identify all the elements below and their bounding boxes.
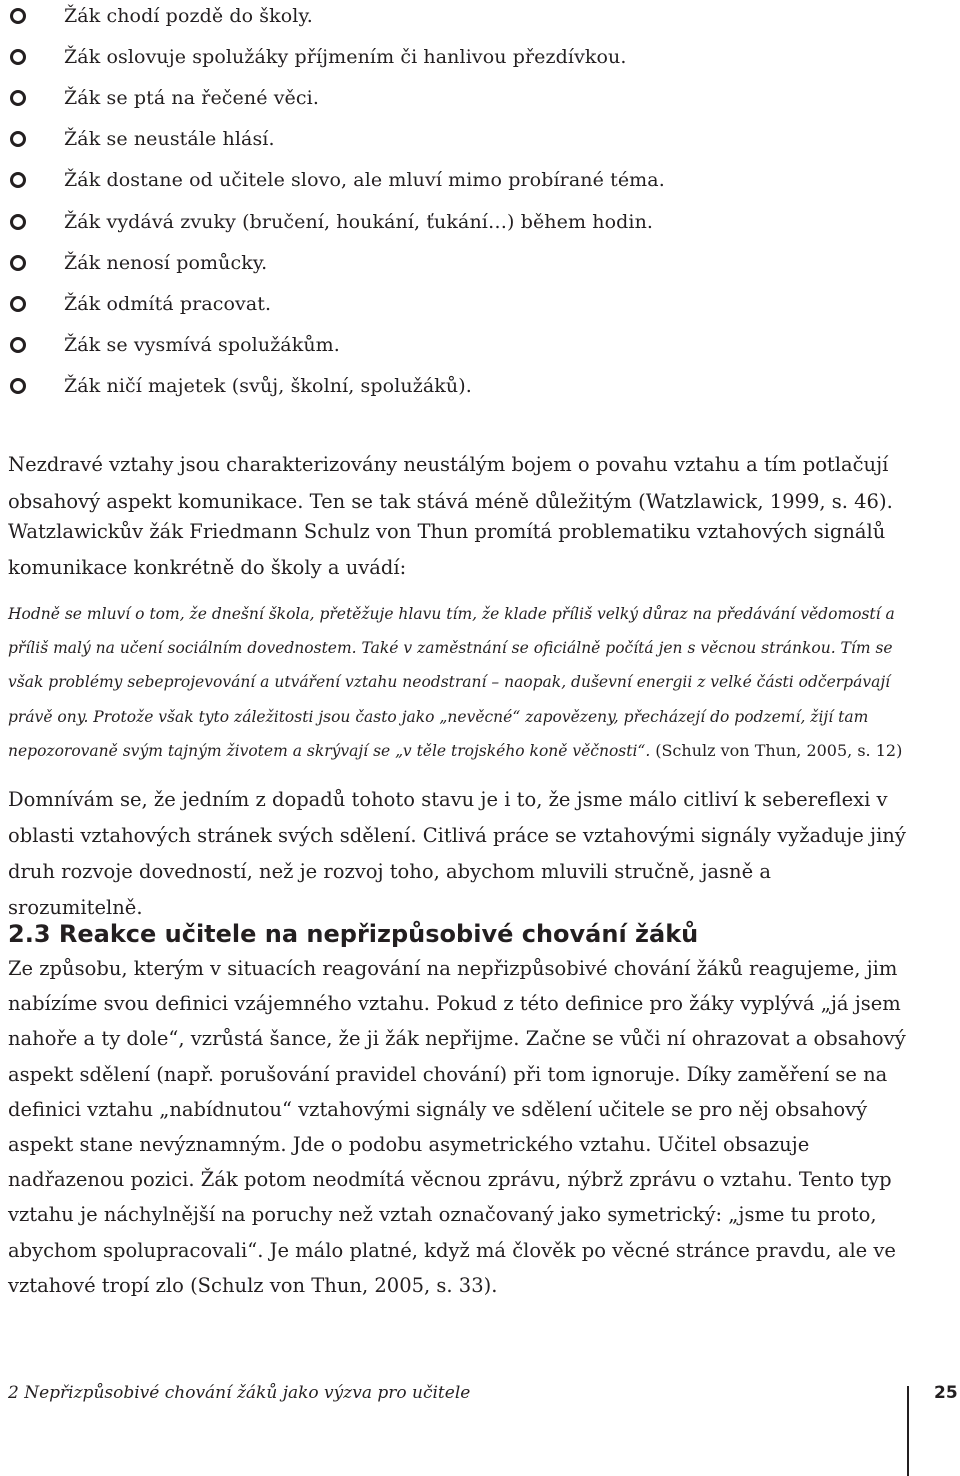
footer-divider — [907, 1386, 909, 1476]
list-item — [0, 119, 940, 159]
block-quote — [8, 597, 913, 768]
section-heading: 2.3 Reakce učitele na nepřizpůsobivé chování žáků — [8, 920, 699, 948]
circle-bullet-icon — [10, 90, 26, 106]
list-item-text: Žák se neustále hlásí. — [64, 128, 275, 150]
circle-bullet-icon — [10, 8, 26, 24]
list-item-text: Žák nenosí pomůcky. — [64, 252, 268, 274]
quote-citation: (Schulz von Thun, 2005, s. 12) — [655, 740, 903, 760]
list-item — [0, 325, 940, 365]
paragraph-unhealthy-relationships: Nezdravé vztahy jsou charakterizovány neustálým bojem o povahu vztahu a tím potlačují obsahový aspekt komunikace. Ten se tak stává méně důležitým (Watzlawick, 1999, s. 46). — [8, 453, 893, 513]
paragraph-teacher-reaction: Ze způsobu, kterým v situacích reagování na nepřizpůsobivé chování žáků reagujeme, jim nabízíme svou definici vzájemného vztahu. Pokud z této definice pro žáky vyplývá „já jsem nahoře a ty dole“, vzrůstá šance, že ji žák nepřijme. Začne se vůči ní ohrazovat a obsahový aspekt sdělení (např. porušování pravidel chování) při tom ignoruje. Díky zaměření se na definici vztahu „nabídnutou“ vztahovými signály ve sdělení učitele se pro něj obsahový aspekt stane nevýznamným. Jde o podobu asymetrického vztahu. Učitel obsazuje nadřazenou pozici. Žák potom neodmítá věcnou zprávu, nýbrž zprávu o vztahu. Tento typ vztahu je náchylnější na poruchy než vztah označovaný jako symetrický: „jsme tu proto, abychom spolupracovali“. Je málo platné, když má člověk po věcné stránce pravdu, ale ve vztahové tropí zlo (Schulz von Thun, 2005, s. 33). — [8, 957, 906, 1297]
list-item-text: Žák vydává zvuky (bručení, houkání, ťukání…) během hodin. — [64, 211, 654, 233]
list-item-text: Žák dostane od učitele slovo, ale mluví mimo probírané téma. — [64, 169, 665, 191]
quote-text: Hodně se mluví o tom, že dnešní škola, přetěžuje hlavu tím, že klade příliš velký důraz na předávání vědomostí a příliš malý na učení sociálním dovednostem. Také v zaměstnání se oficiálně počítá jen s věcnou stránkou. Tím se však problémy sebeprojevování a utváření vztahu neodstraní – naopak, duševní energii z velké části odčerpávají právě ony. Protože však tyto záležitosti jsou často jako „nevěcné“ zapovězeny, přecházejí do podzemí, žijí tam nepozorovaně svým tajným životem a skrývají se „v těle trojského koně věčnosti“. — [8, 605, 895, 760]
list-item — [0, 160, 940, 200]
circle-bullet-icon — [10, 378, 26, 394]
circle-bullet-icon — [10, 337, 26, 353]
list-item-text: Žák se ptá na řečené věci. — [64, 87, 319, 109]
paragraph-sensitivity: Domnívám se, že jedním z dopadů tohoto stavu je i to, že jsme málo citliví k sebereflexi v oblasti vztahových stránek svých sdělení. Citlivá práce se vztahovými signály vyžaduje jiný druh rozvoje dovedností, než je rozvoj toho, abychom mluvili stručně, jasně a srozumitelně. — [8, 788, 906, 919]
list-item-text: Žák ničí majetek (svůj, školní, spolužáků). — [64, 375, 472, 397]
list-item-text: Žák oslovuje spolužáky příjmením či hanlivou přezdívkou. — [64, 46, 627, 68]
list-item-text: Žák se vysmívá spolužákům. — [64, 334, 340, 356]
list-item — [0, 78, 940, 118]
list-item — [0, 243, 940, 283]
list-item — [0, 0, 940, 36]
circle-bullet-icon — [10, 131, 26, 147]
circle-bullet-icon — [10, 255, 26, 271]
list-item — [0, 284, 940, 324]
circle-bullet-icon — [10, 214, 26, 230]
list-item — [0, 37, 940, 77]
list-item-text: Žák odmítá pracovat. — [64, 293, 272, 315]
list-item-text: Žák chodí pozdě do školy. — [64, 5, 313, 27]
paragraph-schulz-intro: Watzlawickův žák Friedmann Schulz von Thun promítá problematiku vztahových signálů komunikace konkrétně do školy a uvádí: — [8, 520, 886, 579]
list-item — [0, 366, 940, 406]
circle-bullet-icon — [10, 172, 26, 188]
circle-bullet-icon — [10, 49, 26, 65]
footer-chapter-title: 2 Nepřizpůsobivé chování žáků jako výzva pro učitele — [8, 1383, 471, 1403]
list-item — [0, 202, 940, 242]
circle-bullet-icon — [10, 296, 26, 312]
page-number: 25 — [934, 1383, 958, 1403]
